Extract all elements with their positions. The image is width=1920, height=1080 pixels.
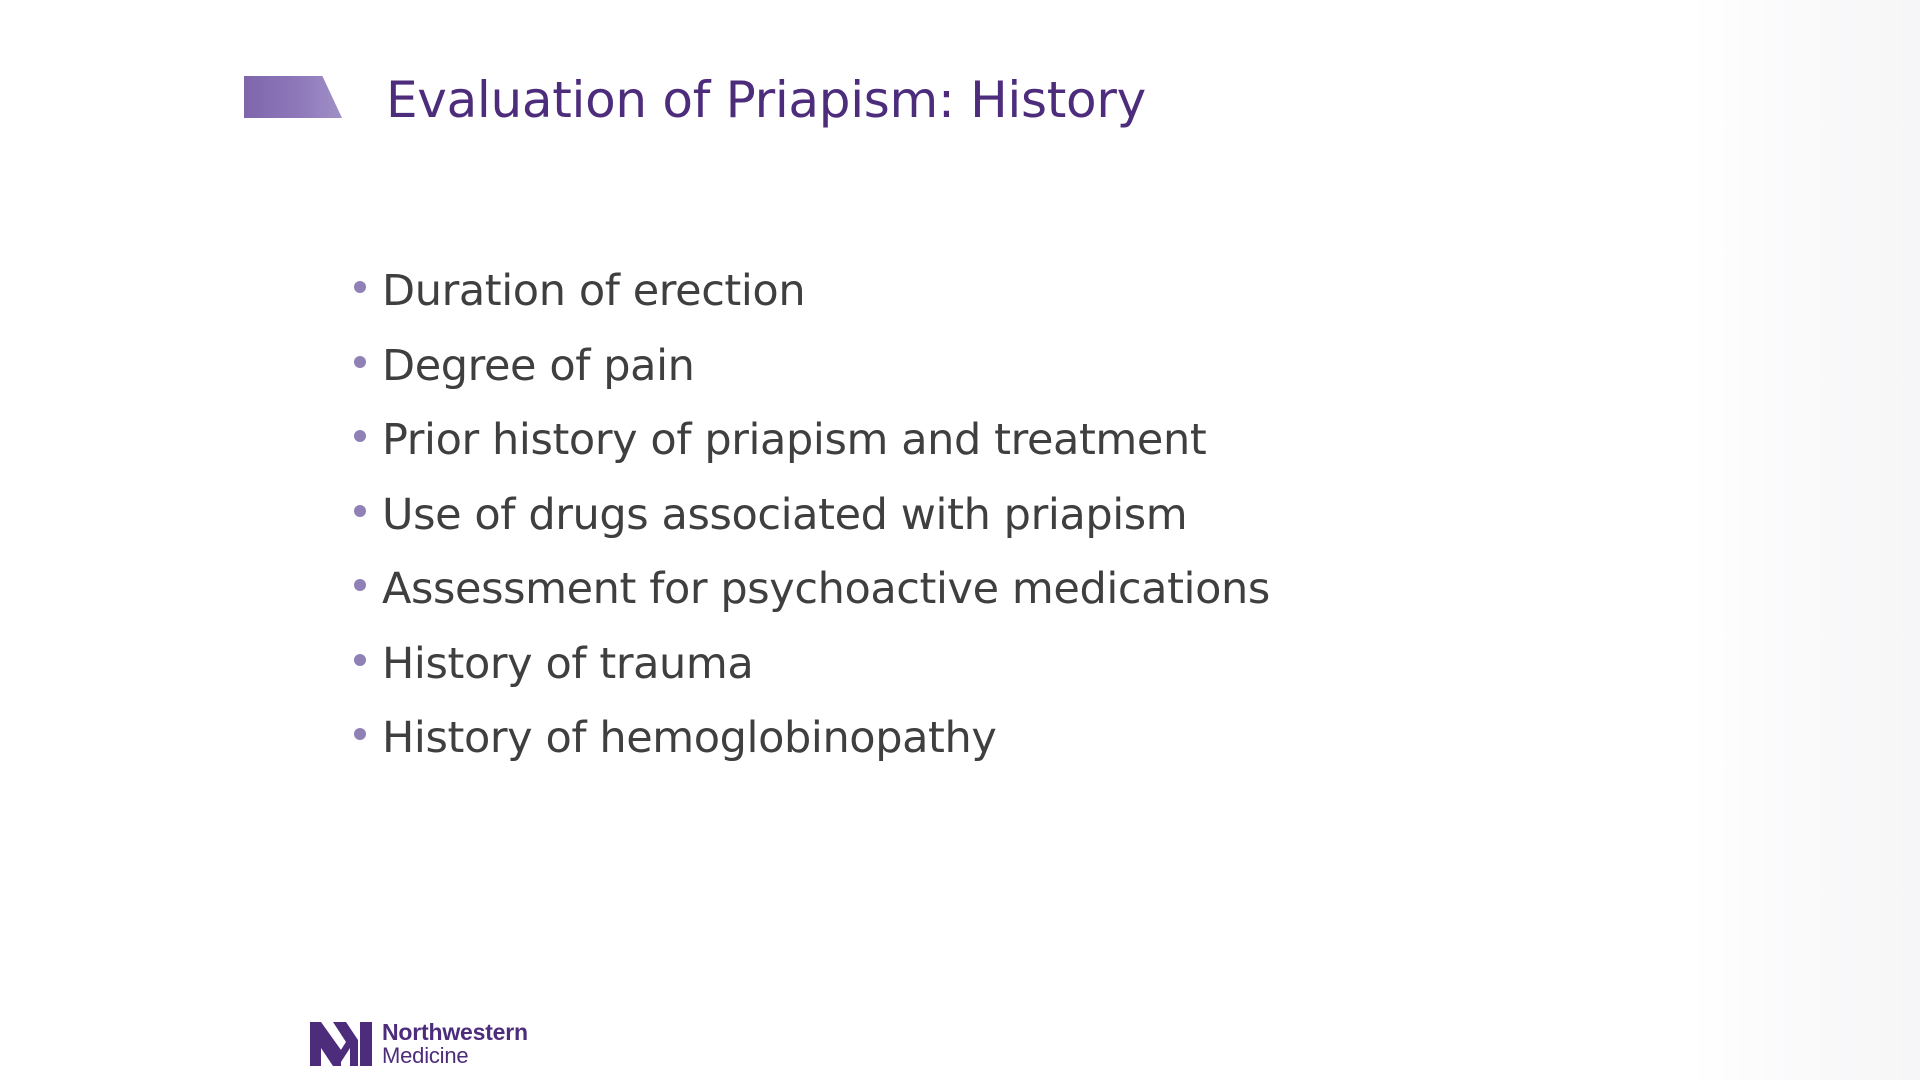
logo-text xyxy=(382,1020,528,1068)
bullet-item xyxy=(354,627,1270,702)
bullet-list xyxy=(354,254,1270,776)
bullet-text: Degree of pain xyxy=(382,340,695,391)
bullet-dot-icon xyxy=(354,281,366,293)
bullet-text: History of trauma xyxy=(382,638,754,689)
northwestern-medicine-nm-icon xyxy=(310,1022,372,1066)
bullet-text: Assessment for psychoactive medications xyxy=(382,564,1270,615)
bullet-text: History of hemoglobinopathy xyxy=(382,713,997,764)
bullet-dot-icon xyxy=(354,579,366,591)
bullet-text: Prior history of priapism and treatment xyxy=(382,415,1207,466)
bullet-text: Duration of erection xyxy=(382,266,806,317)
bullet-dot-icon xyxy=(354,728,366,740)
bullet-dot-icon xyxy=(354,356,366,368)
bullet-item xyxy=(354,478,1270,553)
logo-line-northwestern: Northwestern xyxy=(382,1019,528,1045)
slide-title: Evaluation of Priapism: History xyxy=(386,71,1146,129)
bullet-item xyxy=(354,552,1270,627)
right-edge-shading xyxy=(1692,0,1920,1080)
title-accent-shape xyxy=(244,76,342,118)
bullet-item xyxy=(354,403,1270,478)
bullet-dot-icon xyxy=(354,654,366,666)
bullet-dot-icon xyxy=(354,505,366,517)
bullet-item xyxy=(354,329,1270,404)
logo-line-medicine: Medicine xyxy=(382,1043,469,1068)
bullet-text: Use of drugs associated with priapism xyxy=(382,489,1188,540)
bullet-item xyxy=(354,254,1270,329)
bullet-item xyxy=(354,701,1270,776)
northwestern-medicine-logo xyxy=(310,1020,528,1068)
bullet-dot-icon xyxy=(354,430,366,442)
